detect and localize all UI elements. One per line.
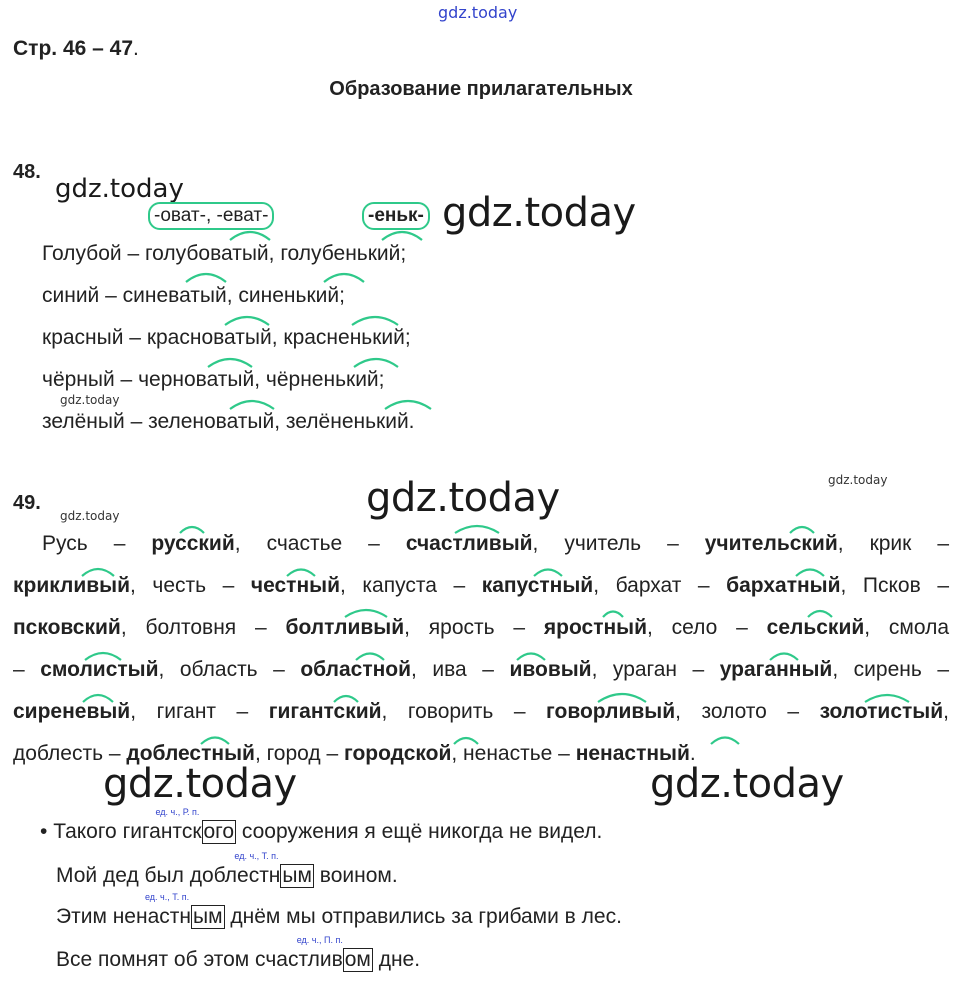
sentence-text: воином. bbox=[313, 864, 398, 887]
word-ending-box: ом bbox=[344, 948, 371, 971]
word-pair-line: зелёный – зеленоватый, зелёненький. bbox=[42, 410, 415, 433]
exercise-49-number: 49. bbox=[13, 492, 41, 514]
sentence-text: дне. bbox=[372, 948, 421, 971]
derived-adjective: бархатный bbox=[726, 574, 841, 597]
suffix-arc bbox=[382, 232, 422, 240]
suffix-oval: -оват-, -еват- bbox=[148, 202, 274, 230]
sentence-text: Этим ненастн bbox=[56, 905, 191, 928]
suffix-enk: -еньк- bbox=[362, 202, 430, 230]
ending-wrap bbox=[234, 851, 314, 887]
source-word: , ураган – bbox=[591, 658, 720, 681]
source-word: , честь – bbox=[130, 574, 251, 597]
derived-adjective: болтливый bbox=[285, 616, 405, 639]
sentence-text: днём мы отправились за грибами в лес. bbox=[224, 905, 622, 928]
derived-adjective: сельский bbox=[766, 616, 865, 639]
derived-adjective: доблестный bbox=[126, 742, 255, 765]
word-pair-line bbox=[13, 700, 949, 724]
source-word: , крик – bbox=[837, 532, 950, 555]
example-sentence bbox=[56, 892, 622, 929]
source-word: – bbox=[13, 658, 41, 681]
word-ending-box: ым bbox=[282, 864, 312, 887]
grammar-note: ед. ч., Р. п. bbox=[155, 807, 200, 817]
derived-adjective: русский bbox=[151, 532, 235, 555]
derived-adjective: золотистый bbox=[819, 700, 944, 723]
source-word: , учитель – bbox=[532, 532, 705, 555]
word-pair-line bbox=[13, 616, 949, 640]
watermark: gdz.today bbox=[828, 473, 888, 487]
derived-adjective: говорливый bbox=[546, 700, 676, 723]
watermark: gdz.today bbox=[60, 393, 120, 407]
derived-adjective: ненастный bbox=[575, 742, 690, 765]
derived-adjective: честный bbox=[250, 574, 340, 597]
word-ending-box: ого bbox=[203, 820, 235, 843]
source-word: , счастье – bbox=[234, 532, 406, 555]
source-word: Русь – bbox=[42, 532, 152, 555]
grammar-note: ед. ч., П. п. bbox=[296, 935, 343, 945]
ending-wrap bbox=[155, 807, 237, 843]
derived-adjective: смолистый bbox=[40, 658, 159, 681]
source-word: , смола bbox=[864, 616, 950, 639]
suffix-arc bbox=[230, 401, 274, 409]
exercise-48-number: 48. bbox=[13, 161, 41, 183]
word-ending-box: ым bbox=[192, 905, 223, 928]
derived-adjective: счастливый bbox=[405, 532, 533, 555]
ending-wrap bbox=[296, 935, 373, 971]
derived-adjective: ивовый bbox=[509, 658, 592, 681]
example-sentence bbox=[56, 935, 421, 972]
word-pair-line bbox=[13, 658, 949, 682]
ending-wrap bbox=[144, 892, 225, 928]
suffix-arc bbox=[225, 317, 269, 325]
word-pair-line: красный – красноватый, красненький; bbox=[42, 326, 411, 349]
source-word: , золото – bbox=[675, 700, 820, 723]
source-word: , ярость – bbox=[404, 616, 544, 639]
source-word: , ненастье – bbox=[451, 742, 576, 765]
word-pair-line bbox=[13, 574, 949, 598]
sentence-text: сооружения я ещё никогда не видел. bbox=[236, 820, 603, 843]
source-word: доблесть – bbox=[13, 742, 127, 765]
watermark: gdz.today bbox=[103, 761, 297, 807]
watermark: gdz.today bbox=[650, 761, 844, 807]
word-pair-line bbox=[13, 742, 696, 766]
watermark: gdz.today bbox=[442, 190, 636, 236]
suffix-arc bbox=[186, 274, 226, 282]
page-reference-dot: . bbox=[133, 37, 139, 60]
word-pair-line: синий – синеватый, синенький; bbox=[42, 284, 345, 307]
derived-adjective: яростный bbox=[543, 616, 648, 639]
grammar-note: ед. ч., Т. п. bbox=[144, 892, 190, 902]
suffix-arc bbox=[354, 359, 398, 367]
derived-adjective: ураганный bbox=[719, 658, 833, 681]
example-sentence bbox=[56, 851, 398, 888]
source-word: , говорить – bbox=[381, 700, 547, 723]
watermark-top: gdz.today bbox=[438, 3, 518, 22]
source-word: , Псков – bbox=[840, 574, 949, 597]
example-sentence bbox=[40, 807, 603, 844]
word-pair-line: чёрный – черноватый, чёрненький; bbox=[42, 368, 385, 391]
source-word: , ива – bbox=[411, 658, 510, 681]
watermark: gdz.today bbox=[55, 174, 184, 204]
page-numbers: Стр. 46 – 47 bbox=[13, 37, 134, 60]
derived-adjective: гигантский bbox=[268, 700, 382, 723]
suffix-arc bbox=[208, 359, 252, 367]
source-word: , гигант – bbox=[130, 700, 269, 723]
source-word: , сирень – bbox=[832, 658, 949, 681]
sentence-text: Все помнят об этом счастлив bbox=[56, 948, 343, 971]
suffix-arc bbox=[230, 232, 270, 240]
sentence-text: Мой дед был доблестн bbox=[56, 864, 281, 887]
page-reference bbox=[13, 37, 139, 61]
suffix-arc bbox=[352, 317, 398, 325]
grammar-note: ед. ч., Т. п. bbox=[234, 851, 279, 861]
watermark: gdz.today bbox=[60, 509, 120, 523]
bullet: • bbox=[40, 820, 54, 843]
word-pair-line: Голубой – голубоватый, голубенький; bbox=[42, 242, 407, 265]
derived-adjective: псковский bbox=[13, 616, 121, 639]
suffix-arc bbox=[385, 401, 431, 409]
source-word: , болтовня – bbox=[120, 616, 286, 639]
derived-adjective: городской bbox=[343, 742, 452, 765]
source-word: , город – bbox=[254, 742, 344, 765]
sentence-text: Такого гигантск bbox=[53, 820, 202, 843]
derived-adjective: капустный bbox=[481, 574, 594, 597]
suffix-arc bbox=[324, 274, 364, 282]
source-word: , bbox=[943, 700, 949, 723]
derived-adjective: крикливый bbox=[13, 574, 131, 597]
source-word: , бархат – bbox=[593, 574, 727, 597]
derived-adjective: сиреневый bbox=[13, 700, 131, 723]
source-word: , село – bbox=[647, 616, 767, 639]
watermark: gdz.today bbox=[366, 475, 560, 521]
source-word: , область – bbox=[158, 658, 301, 681]
source-word: . bbox=[689, 742, 696, 765]
source-word: , капуста – bbox=[339, 574, 482, 597]
section-title: Образование прилагательных bbox=[329, 78, 633, 100]
word-pair-line bbox=[42, 532, 949, 556]
suffix-arc bbox=[711, 738, 739, 745]
derived-adjective: областной bbox=[300, 658, 412, 681]
derived-adjective: учительский bbox=[704, 532, 838, 555]
